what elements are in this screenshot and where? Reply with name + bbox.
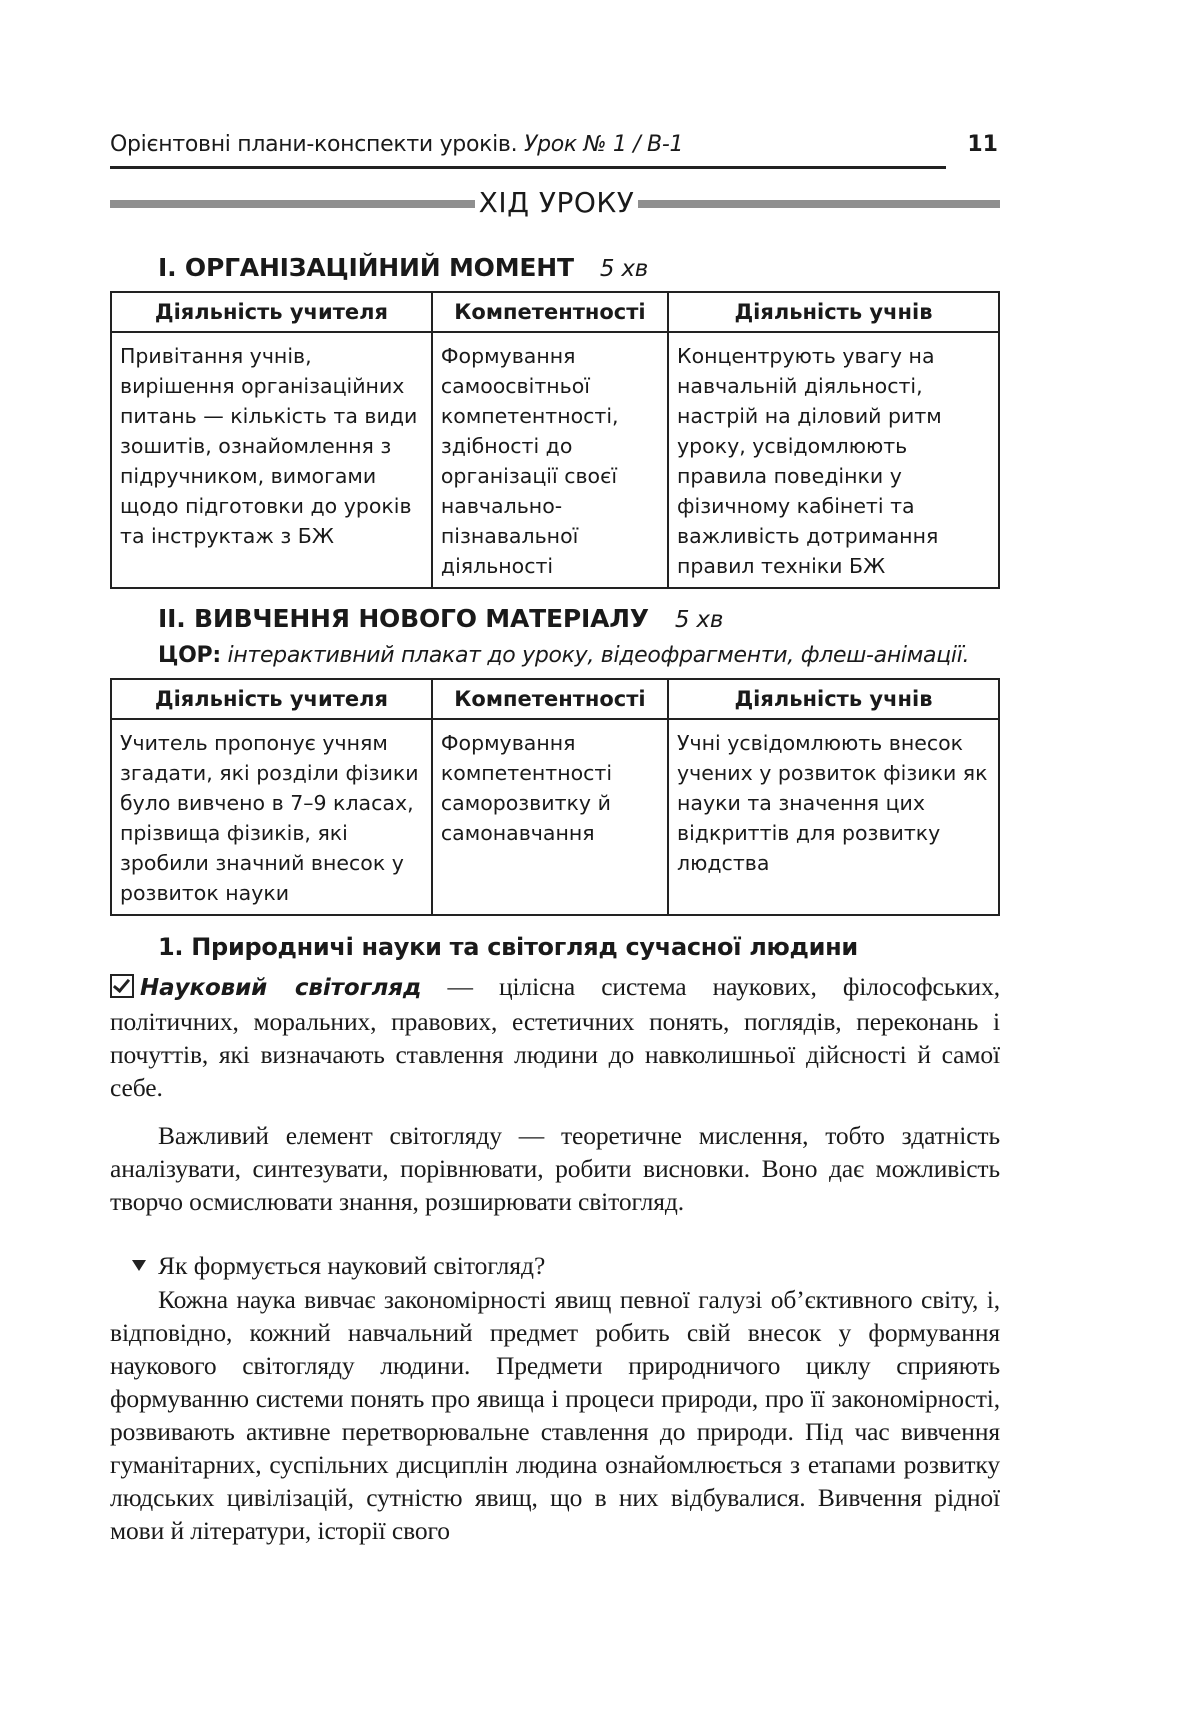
cell-competencies: Формування компетентності саморозвитку й самонавчання (432, 719, 668, 915)
page-header (110, 132, 998, 172)
column-header-competencies: Компетентності (432, 292, 668, 332)
table-header-row (111, 292, 999, 332)
subsection-title: 1. Природничі науки та світогляд сучасної людини (158, 933, 858, 961)
column-header-students: Діяльність учнів (668, 292, 999, 332)
column-header-teacher: Діяльність учителя (111, 679, 432, 719)
cell-teacher-activity: Привітання учнів, вирішення організаційних питань — кількість та види зошитів, ознайомлення з підручником, вимогами щодо підготовки до уроків та інструктаж з БЖ (111, 332, 432, 588)
page-number: 11 (967, 132, 998, 157)
section-time: 5 хв (599, 256, 649, 282)
section-heading-new-material: II. ВИВЧЕННЯ НОВОГО МАТЕРІАЛУ 5 хв (158, 604, 724, 633)
lesson-title: ХІД УРОКУ (478, 186, 635, 219)
definition-paragraph (110, 970, 1000, 1104)
question-text: Як формується науковий світогляд? (158, 1251, 546, 1280)
checkbox-icon (110, 974, 134, 998)
cell-competencies: Формування самоосвітньої компетентності, здібності до організації своєї навчально-пізнавальної діяльності (432, 332, 668, 588)
section-heading-organizational: I. ОРГАНІЗАЦІЙНИЙ МОМЕНТ 5 хв (158, 253, 649, 282)
section-time: 5 хв (674, 607, 724, 633)
definition-term: Науковий світогляд (140, 975, 422, 1001)
cell-student-activity: Концентрують увагу на навчальній діяльності, настрій на діловий ритм уроку, усвідомлюють правила поведінки у фізичному кабінеті та важливість дотримання правил техніки БЖ (668, 332, 999, 588)
activity-table-new-material (110, 678, 1000, 916)
question-line (132, 1249, 545, 1282)
table-header-row (111, 679, 999, 719)
table-row (111, 719, 999, 915)
activity-table-organizational (110, 291, 1000, 589)
lesson-title-row (110, 186, 1000, 222)
definition-text: — цілісна система наукових, філософських, політичних, моральних, правових, естетичних понять, поглядів, переконань і почуттів, які визначають ставлення людини до навколишньої дійсності й самої себе. (110, 972, 1000, 1102)
digital-resources-line (158, 643, 969, 668)
decorative-bar-left (110, 200, 475, 208)
column-header-competencies: Компетентності (432, 679, 668, 719)
triangle-bullet-icon (132, 1260, 146, 1271)
digital-resources-text: інтерактивний плакат до уроку, відеофрагменти, флеш-анімації. (220, 643, 970, 668)
decorative-bar-right (638, 200, 1000, 208)
column-header-students: Діяльність учнів (668, 679, 999, 719)
paragraph-worldview-formation: Кожна наука вивчає закономірності явищ певної галузі об’єктивного світу, і, відповідно, кожний навчальний предмет робить свій внесок у формування наукового світогляду людини. Предмети природничого циклу сприяють формуванню системи понять про явища і процеси природи, про її закономірності, розвивають активне перетворювальне ставлення до природи. Під час вивчення гуманітарних, суспільних дисциплін людина ознайомлюється з етапами розвитку людських цивілізацій, сутністю явищ, що в них відбувалися. Вивчення рідної мови й літератури, історії свого (110, 1285, 1000, 1545)
digital-resources-label: ЦОР: (158, 643, 221, 668)
paragraph-theoretical-thinking: Важливий елемент світогляду — теоретичне мислення, тобто здатність аналізувати, синтезувати, порівнювати, робити висновки. Воно дає можливість творчо осмислювати знання, розширювати світогляд. (110, 1121, 1000, 1216)
table-row (111, 332, 999, 588)
column-header-teacher: Діяльність учителя (111, 292, 432, 332)
running-title: Орієнтовні плани-конспекти уроків. Урок № 1 / В-1 (110, 132, 684, 157)
cell-student-activity: Учні усвідомлюють внесок учених у розвиток фізики як науки та значення цих відкриттів для розвитку людства (668, 719, 999, 915)
lesson-reference: Урок № 1 / В-1 (523, 132, 684, 157)
header-rule (110, 166, 946, 169)
cell-teacher-activity: Учитель пропонує учням згадати, які розділи фізики було вивчено в 7–9 класах, прізвища фізиків, які зробили значний внесок у розвиток науки (111, 719, 432, 915)
